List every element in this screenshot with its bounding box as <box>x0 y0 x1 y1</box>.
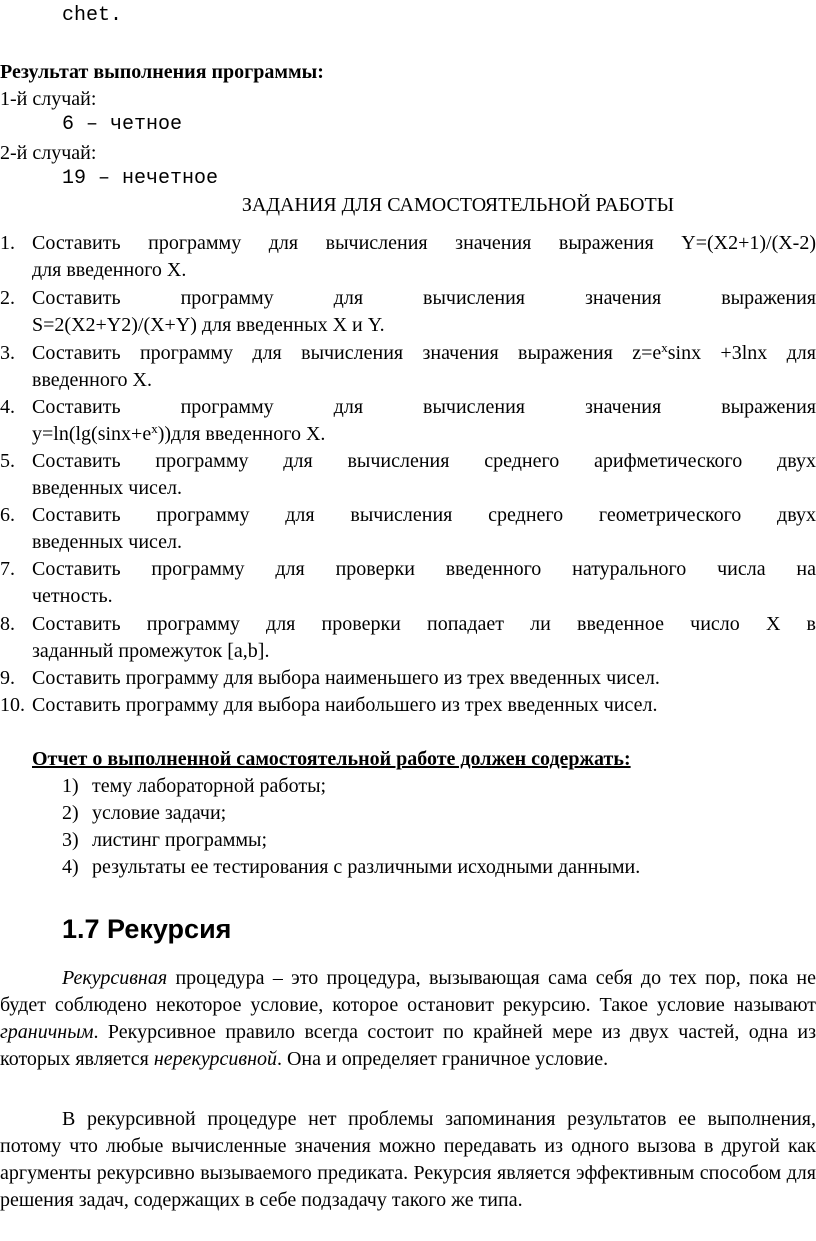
case1-output: 6 – четное <box>62 113 183 136</box>
report-item-number: 1) <box>62 775 79 797</box>
task-text-line: Составить программу для вычисления значения выражения <box>32 287 816 309</box>
task-number: 7. <box>0 558 15 580</box>
task-text-line: введенных чисел. <box>32 531 183 553</box>
report-item-text: результаты ее тестирования с различными исходными данными. <box>92 856 641 878</box>
task-number: 5. <box>0 450 15 472</box>
task-number: 1. <box>0 232 15 254</box>
task-text-line: Составить программу для вычисления значения выражения $z=e^x\sin x +3\ln x$ для <box>32 340 816 364</box>
task-text-line: заданный промежуток [a,b]. <box>32 640 270 662</box>
task-text-line: Составить программу для вычисления среднего арифметического двух <box>32 450 816 472</box>
tasks-title: ЗАДАНИЯ ДЛЯ САМОСТОЯТЕЛЬНОЙ РАБОТЫ <box>241 194 675 216</box>
task-text-line: Составить программу для выбора наибольшего из трех введенных чисел. <box>32 694 658 716</box>
code-line: chet. <box>62 4 123 27</box>
task-text-line: для введенного X. <box>32 259 187 281</box>
task-text-line: четность. <box>32 585 113 607</box>
report-title: Отчет о выполненной самостоятельной работе должен содержать: <box>32 748 631 770</box>
task-number: 4. <box>0 396 15 418</box>
task-text-line: Составить программу для проверки попадает ли введенное число X в <box>32 613 816 635</box>
case2-output: 19 – нечетное <box>62 167 219 190</box>
task-text-line: Составить программу для вычисления значения выражения Y=(X2+1)/(X-2) <box>32 232 816 254</box>
task-text-line: Составить программу для выбора наименьшего из трех введенных чисел. <box>32 667 660 689</box>
case1-label: 1-й случай: <box>0 88 97 110</box>
paragraph-recursion-benefits: В рекурсивной процедуре нет проблемы запоминания результатов ее выполнения, потому что любые вычисленные значения можно передавать из одного вызова в другой как аргументы рекурсивно вызываемого предиката. Рекурсия является эффективным способом для решения задач, содержащих в себе подзадачу такого же типа. <box>0 1108 816 1211</box>
task-number: 9. <box>0 667 15 689</box>
section-heading: 1.7 Рекурсия <box>62 914 232 944</box>
task-number: 10. <box>0 694 25 716</box>
task-text-line: введенного X. <box>32 369 152 391</box>
task-number: 3. <box>0 342 15 364</box>
task-number: 2. <box>0 287 15 309</box>
report-item <box>62 800 227 827</box>
case2-label: 2-й случай: <box>0 142 97 164</box>
task-text-line: S=2(X2+Y2)/(X+Y) для введенных X и Y. <box>32 314 385 336</box>
term-recursive: Рекурсивная <box>62 967 168 989</box>
term-boundary: граничным <box>0 1021 94 1043</box>
report-item-text: условие задачи; <box>92 802 227 824</box>
paragraph-recursion-definition: Рекурсивная процедура – это процедура, вызывающая сама себя до тех пор, пока не будет соблюдено некоторое условие, которое остановит рекурсию. Такое условие называют граничным. Рекурсивное правило всегда состоит по крайней мере из двух частей, одна из которых является нерекурсивной. Она и определяет граничное условие. <box>0 967 816 1070</box>
report-item-number: 3) <box>62 829 79 851</box>
task-text-line: $y=\ln(\lg(\sin x+e^x))для$ введенного X. <box>32 421 326 445</box>
report-item <box>62 854 641 881</box>
task-text-line: Составить программу для вычисления среднего геометрического двух <box>32 504 816 526</box>
term-nonrecursive: нерекурсивной <box>153 1048 277 1070</box>
report-item <box>62 827 267 854</box>
report-item <box>62 773 327 800</box>
result-title: Результат выполнения программы: <box>0 61 324 83</box>
report-item-number: 4) <box>62 856 79 878</box>
task-number: 8. <box>0 613 15 635</box>
report-item-text: листинг программы; <box>92 829 267 851</box>
task-text-line: введенных чисел. <box>32 477 183 499</box>
task-number: 6. <box>0 504 15 526</box>
report-item-text: тему лабораторной работы; <box>92 775 327 797</box>
task-text-line: Составить программу для проверки введенного натурального числа на <box>32 558 816 580</box>
task-text-line: Составить программу для вычисления значения выражения <box>32 396 816 418</box>
report-item-number: 2) <box>62 802 79 824</box>
